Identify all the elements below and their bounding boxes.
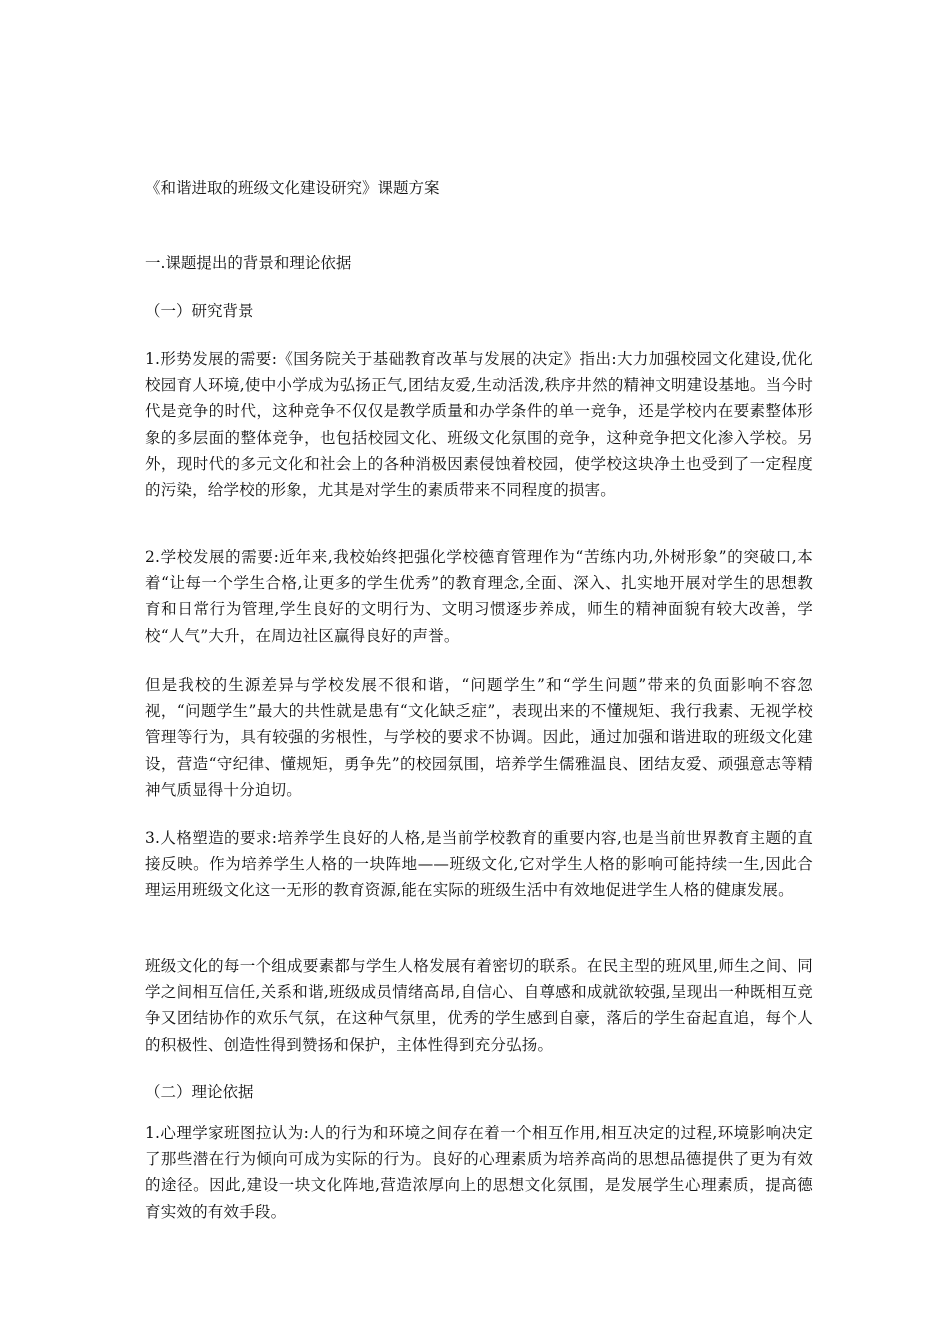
paragraph-class-culture-elements: 班级文化的每一个组成要素都与学生人格发展有着密切的联系。在民主型的班风里,师生之间、同学之间相互信任,关系和谐,班级成员情绪高昂,自信心、自尊感和成就欲较强,呈现出一种既相互竞争又团结协作的欢乐气氛，在这种气氛里，优秀的学生感到自豪，落后的学生奋起直追，每个人的积极性、创造性得到赞扬和保护，主体性得到充分弘扬。 <box>145 957 813 1054</box>
paragraph-personality-shaping: 3.人格塑造的要求:培养学生良好的人格,是当前学校教育的重要内容,也是当前世界教育主题的直接反映。作为培养学生人格的一块阵地——班级文化,它对学生人格的影响可能持续一生,因此合理运用班级文化这一无形的教育资源,能在实际的班级生活中有效地促进学生人格的健康发展。 <box>145 829 813 900</box>
subsection-heading-theory-basis: （二）理论依据 <box>145 1083 254 1101</box>
paragraph-school-development: 2.学校发展的需要:近年来,我校始终把强化学校德育管理作为“苦练内功,外树形象”的突破口,本着“让每一个学生合格,让更多的学生优秀”的教育理念,全面、深入、扎实地开展对学生的思想教育和日常行为管理,学生良好的文明行为、文明习惯逐步养成，师生的精神面貌有较大改善，学校“人气”大升，在周边社区赢得良好的声誉。 <box>145 548 813 645</box>
paragraph-situation-needs: 1.形势发展的需要:《国务院关于基础教育改革与发展的决定》指出:大力加强校园文化建设,优化校园育人环境,使中小学成为弘扬正气,团结友爱,生动活泼,秩序井然的精神文明建设基地。当今时代是竞争的时代，这种竞争不仅仅是教学质量和办学条件的单一竞争，还是学校内在要素整体形象的多层面的整体竞争，也包括校园文化、班级文化氛围的竞争，这种竞争把文化渗入学校。另外，现时代的多元文化和社会上的各种消极因素侵蚀着校园，使学校这块净土也受到了一定程度的污染，给学校的形象，尤其是对学生的素质带来不同程度的损害。 <box>145 350 813 500</box>
subsection-heading-research-background: （一）研究背景 <box>145 302 254 320</box>
paragraph-bandura-theory: 1.心理学家班图拉认为:人的行为和环境之间存在着一个相互作用,相互决定的过程,环境影响决定了那些潜在行为倾向可成为实际的行为。良好的心理素质为培养高尚的思想品德提供了更为有效的途径。因此,建设一块文化阵地,营造浓厚向上的思想文化氛围，是发展学生心理素质，提高德育实效的有效手段。 <box>145 1124 813 1221</box>
section-heading-background: 一.课题提出的背景和理论依据 <box>145 254 352 272</box>
paragraph-student-diversity: 但是我校的生源差异与学校发展不很和谐，“问题学生”和“学生问题”带来的负面影响不容忽视，“问题学生”最大的共性就是患有“文化缺乏症”，表现出来的不懂规矩、我行我素、无视学校管理等行为，具有较强的劣根性，与学校的要求不协调。因此，通过加强和谐进取的班级文化建设，营造“守纪律、懂规矩，勇争先”的校园氛围，培养学生儒雅温良、团结友爱、顽强意志等精神气质显得十分迫切。 <box>145 676 813 799</box>
document-title: 《和谐进取的班级文化建设研究》课题方案 <box>145 179 440 197</box>
